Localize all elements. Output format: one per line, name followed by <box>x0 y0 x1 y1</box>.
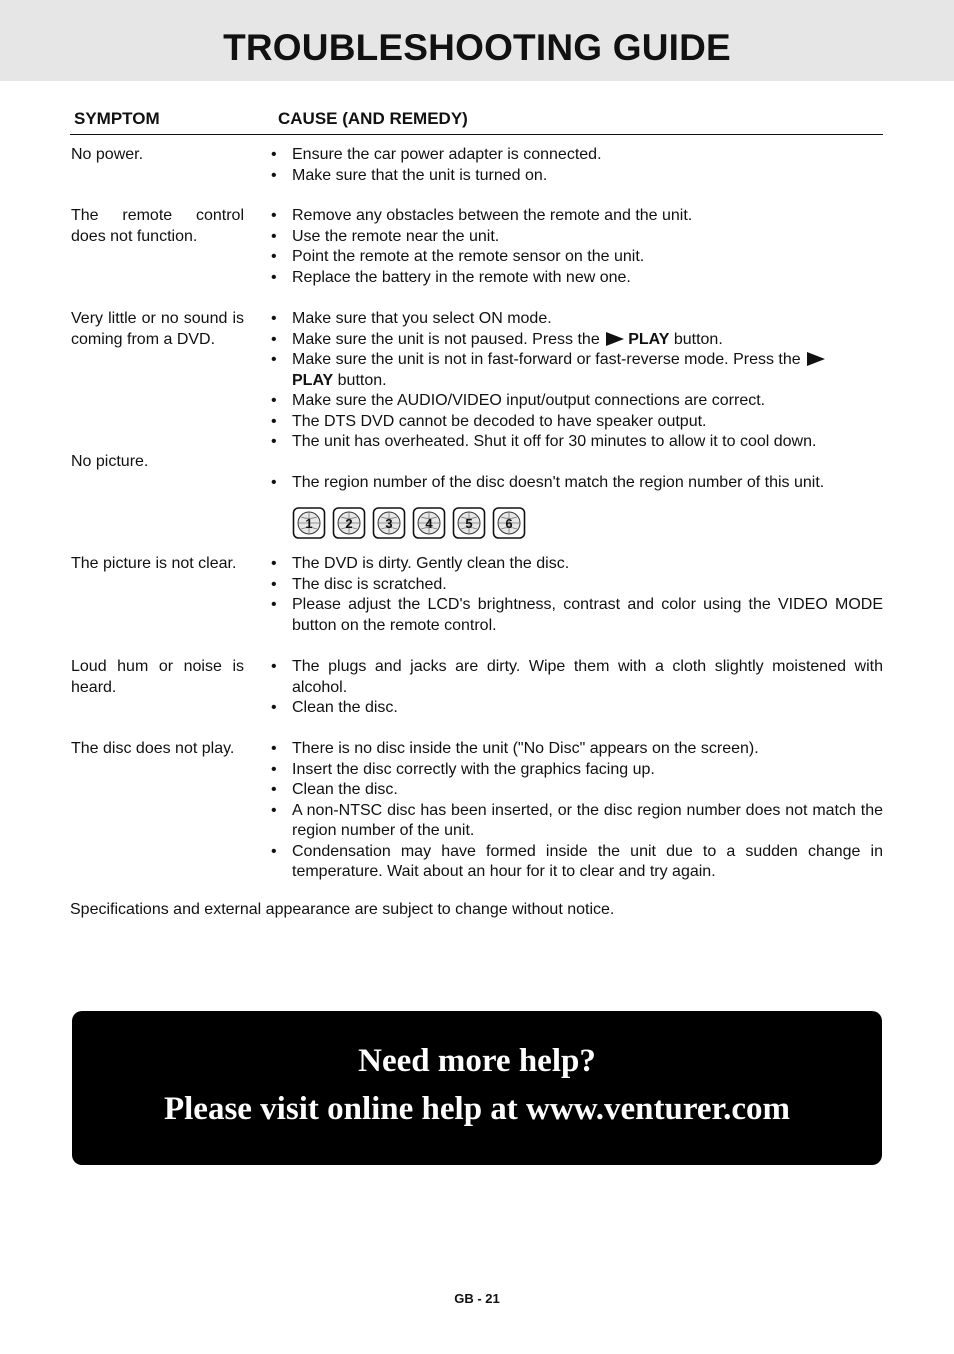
help-box <box>72 1011 882 1165</box>
cause-text: The DTS DVD cannot be decoded to have speaker output. <box>292 412 707 430</box>
bullet: • <box>271 166 277 184</box>
cause-item <box>271 227 883 248</box>
cause-text: Clean the disc. <box>292 781 398 798</box>
cause-text: A non-NTSC disc has been inserted, or the disc region number does not match the region number of the unit. <box>292 801 883 839</box>
causes-disc-not-play <box>271 739 883 883</box>
cause-text: Ensure the car power adapter is connected. <box>292 146 602 163</box>
cause-item <box>271 145 883 166</box>
bullet: • <box>271 555 277 572</box>
cause-item <box>271 206 883 227</box>
symptom-no-picture: No picture. <box>71 453 149 470</box>
region-1-icon <box>292 505 326 541</box>
cause-text: Condensation may have formed inside the unit due to a sudden change in temperature. Wait about an hour for it to clear and try again. <box>292 842 883 880</box>
cause-text: The DVD is dirty. Gently clean the disc. <box>292 555 570 572</box>
play-label: PLAY <box>292 371 334 389</box>
bullet: • <box>271 351 277 368</box>
bullet: • <box>271 781 277 798</box>
bullet: • <box>271 248 277 265</box>
bullet: • <box>271 207 277 224</box>
page-title: TROUBLESHOOTING GUIDE <box>223 27 731 68</box>
causes-no-sound <box>271 309 883 453</box>
footer-note: Specifications and external appearance are subject to change without notice. <box>70 901 615 918</box>
cause-item <box>271 330 883 351</box>
cause-item <box>271 473 883 494</box>
bullet: • <box>271 699 277 716</box>
cause-item <box>271 350 883 391</box>
cause-text: The region number of the disc doesn't match the region number of this unit. <box>292 474 825 491</box>
cause-item <box>271 309 883 330</box>
cause-text: button. <box>337 371 387 389</box>
symptom-picture-not-clear: The picture is not clear. <box>71 555 237 572</box>
causes-hum-noise <box>271 657 883 719</box>
cause-item <box>271 780 883 801</box>
cause-item <box>271 842 883 883</box>
region-2-icon <box>332 505 366 541</box>
cause-text: The unit has overheated. Shut it off for 30 minutes to allow it to cool down. <box>292 433 817 450</box>
bullet: • <box>271 268 277 286</box>
symptom-no-power: No power. <box>71 146 144 163</box>
cause-text: Please adjust the LCD's brightness, contrast and color using the VIDEO MODE button on the remote control. <box>292 596 883 634</box>
region-number: 3 <box>385 516 393 531</box>
region-number: 4 <box>425 516 433 531</box>
cause-text: The plugs and jacks are dirty. Wipe them with a cloth slightly moistened with alcohol. <box>292 658 883 696</box>
cause-item <box>271 657 883 698</box>
cause-text: Replace the battery in the remote with new one. <box>292 268 631 286</box>
bullet: • <box>271 310 277 327</box>
cause-item <box>271 391 883 412</box>
symptom-no-sound: Very little or no sound is coming from a DVD. <box>71 310 244 348</box>
cause-item <box>271 801 883 842</box>
cause-text: Point the remote at the remote sensor on the unit. <box>292 248 645 265</box>
cause-text: Make sure the unit is not in fast-forward or fast-reverse mode. Press the <box>292 351 801 368</box>
cause-text: Make sure that the unit is turned on. <box>292 166 548 184</box>
causes-remote <box>271 206 883 288</box>
cause-text: Remove any obstacles between the remote and the unit. <box>292 207 693 224</box>
cause-text: The disc is scratched. <box>292 575 447 593</box>
help-line-2: Please visit online help at www.venturer.com <box>163 1091 791 1127</box>
header-divider <box>70 134 883 135</box>
bullet: • <box>271 146 277 163</box>
play-icon <box>807 352 825 366</box>
cause-text: Make sure that you select ON mode. <box>292 310 552 327</box>
causes-no-picture <box>271 473 883 494</box>
symptom-hum-noise: Loud hum or noise is heard. <box>71 658 244 696</box>
bullet: • <box>271 658 277 675</box>
symptom-remote: The remote control does not function. <box>71 207 244 245</box>
bullet: • <box>271 392 277 409</box>
cause-text: Use the remote near the unit. <box>292 227 500 245</box>
cause-item <box>271 595 883 636</box>
cause-column-header: CAUSE (AND REMEDY) <box>278 109 468 128</box>
cause-item <box>271 432 883 453</box>
cause-text: There is no disc inside the unit ("No Disc" appears on the screen). <box>292 740 759 757</box>
page-number: GB - 21 <box>454 1291 500 1306</box>
bullet: • <box>271 330 277 348</box>
causes-no-power <box>271 145 883 186</box>
bullet: • <box>271 412 277 430</box>
bullet: • <box>271 842 277 860</box>
bullet: • <box>271 596 277 613</box>
bullet: • <box>271 575 277 593</box>
play-label: PLAY <box>628 330 670 348</box>
region-number: 1 <box>305 516 313 531</box>
region-6-icon <box>492 505 526 541</box>
cause-item <box>271 247 883 268</box>
cause-text: Make sure the unit is not paused. Press the <box>292 330 600 348</box>
cause-item <box>271 739 883 760</box>
cause-text: Insert the disc correctly with the graphics facing up. <box>292 760 655 778</box>
cause-item <box>271 166 883 187</box>
causes-picture-not-clear <box>271 554 883 636</box>
region-number: 2 <box>345 516 353 531</box>
cause-text: Make sure the AUDIO/VIDEO input/output connections are correct. <box>292 392 766 409</box>
region-4-icon <box>412 505 446 541</box>
bullet: • <box>271 760 277 778</box>
cause-item <box>271 698 883 719</box>
cause-item <box>271 575 883 596</box>
cause-text: button. <box>673 330 723 348</box>
play-icon <box>606 332 624 346</box>
region-icons <box>292 505 542 545</box>
cause-text: Clean the disc. <box>292 699 398 716</box>
region-number: 5 <box>465 516 473 531</box>
cause-item <box>271 760 883 781</box>
region-5-icon <box>452 505 486 541</box>
cause-item <box>271 554 883 575</box>
cause-item <box>271 412 883 433</box>
bullet: • <box>271 801 277 819</box>
region-3-icon <box>372 505 406 541</box>
cause-item <box>271 268 883 289</box>
symptom-column-header: SYMPTOM <box>74 109 160 128</box>
bullet: • <box>271 227 277 245</box>
help-line-1: Need more help? <box>358 1043 596 1079</box>
symptom-disc-not-play: The disc does not play. <box>71 740 235 757</box>
bullet: • <box>271 433 277 450</box>
region-number: 6 <box>505 516 513 531</box>
bullet: • <box>271 474 277 491</box>
bullet: • <box>271 740 277 757</box>
